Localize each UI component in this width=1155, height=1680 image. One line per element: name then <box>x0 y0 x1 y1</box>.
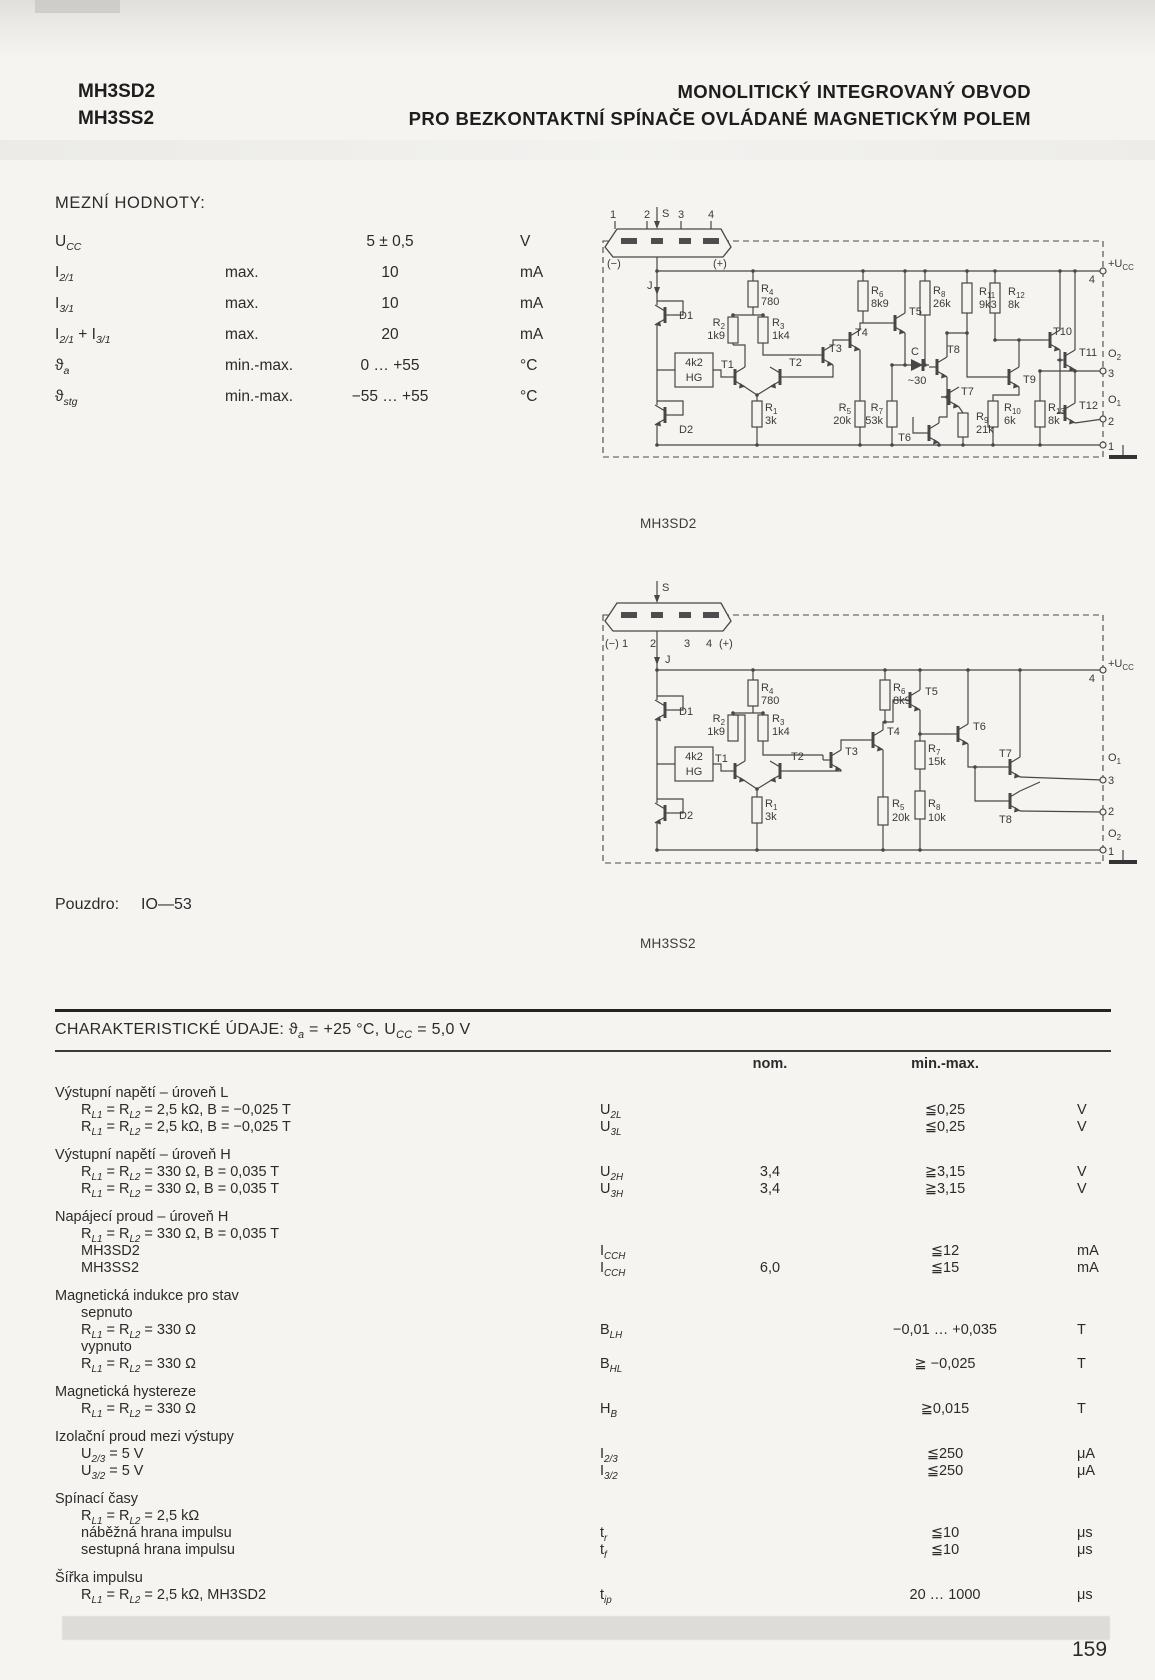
schematic-label: 53k <box>865 415 883 427</box>
schematic-label: T4 <box>887 726 900 738</box>
row-minmax: ≦250 <box>926 1463 964 1479</box>
schematic-label: $R_8$ <box>933 285 946 299</box>
title-line-1: MONOLITICKÝ INTEGROVANÝ OBVOD <box>677 81 1031 102</box>
limit-symbol: $I_{3/1}$ <box>55 295 74 316</box>
row-symbol: $I_{2/3}$ <box>600 1446 618 1465</box>
limits-table <box>55 226 600 412</box>
limit-value: 0 … +55 <box>360 357 420 374</box>
schematic-mh3ss2 <box>595 575 1143 885</box>
schematic-label: T3 <box>845 746 858 758</box>
schematic-label: HG <box>685 372 703 384</box>
row-symbol: $I_{3/2}$ <box>600 1463 618 1482</box>
column-header-nom: nom. <box>752 1056 788 1072</box>
table-row <box>55 1102 1113 1119</box>
table-row <box>55 1463 1113 1480</box>
schematic-label: $O_1$ <box>1108 394 1121 408</box>
limit-value: 20 <box>381 326 399 343</box>
characteristics-heading: CHARAKTERISTICKÉ ÚDAJE: $ϑ_a = +25$ °C, $U_{CC} = 5,0$ V <box>55 1021 471 1042</box>
schematic-label: T1 <box>721 359 734 371</box>
schematic-label: $R_3$ <box>772 317 785 331</box>
schematic-label: ~30 <box>907 375 927 387</box>
row-minmax: ≧ −0,025 <box>914 1356 976 1372</box>
row-unit: mA <box>1077 1260 1099 1276</box>
limit-unit: mA <box>520 295 544 312</box>
row-unit: μs <box>1077 1525 1093 1541</box>
schematic-label: (+) <box>719 638 733 650</box>
schematic-label: 8k <box>1048 415 1060 427</box>
schematic-label: 1 <box>1108 846 1115 858</box>
row-condition: $R_{L1} = R_{L2} = 330$ Ω <box>81 1356 196 1375</box>
char-group-heading: Izolační proud mezi výstupy <box>55 1429 234 1445</box>
schematic-mh3sd2 <box>595 205 1143 477</box>
row-symbol: $I_{CCH}$ <box>600 1260 626 1279</box>
schematic-label: $O_2$ <box>1108 348 1121 362</box>
row-minmax: −0,01 … +0,035 <box>893 1322 997 1338</box>
schematic-label: 1k9 <box>707 726 725 738</box>
limit-unit: mA <box>520 326 544 343</box>
schematic-label: 4k2 <box>685 751 703 763</box>
row-symbol: $I_{CCH}$ <box>600 1243 626 1262</box>
row-unit: mA <box>1077 1243 1099 1259</box>
row-minmax: ≧3,15 <box>924 1181 966 1197</box>
row-unit: V <box>1077 1181 1087 1197</box>
schematic-label: S <box>662 208 670 220</box>
char-group <box>55 1491 1113 1559</box>
table-row <box>55 1305 1113 1322</box>
row-unit: μs <box>1077 1542 1093 1558</box>
row-condition: $R_{L1} = R_{L2} = 2,5$ kΩ, B = −0,025 T <box>81 1102 291 1121</box>
row-condition: $R_{L1} = R_{L2} = 2,5$ kΩ, MH3SD2 <box>81 1587 267 1606</box>
characteristics-column-headers <box>55 1056 1113 1082</box>
schematic-label: S <box>662 582 670 594</box>
char-group-heading: Výstupní napětí – úroveň L <box>55 1085 229 1101</box>
limit-row <box>55 381 600 412</box>
schematic-label: T10 <box>1053 326 1072 338</box>
row-nominal: 3,4 <box>759 1164 781 1180</box>
schematic-label: 3 <box>1108 368 1115 380</box>
row-nominal: 3,4 <box>759 1181 781 1197</box>
char-group-heading: Spínací časy <box>55 1491 139 1507</box>
schematic-label: 2 <box>1108 806 1115 818</box>
row-condition: $U_{3/2} = 5$ V <box>81 1463 144 1482</box>
row-condition: $R_{L1} = R_{L2} = 330$ Ω, B = 0,035 T <box>81 1181 280 1200</box>
table-row <box>55 1401 1113 1418</box>
schematic-caption-mh3ss2: MH3SS2 <box>640 936 696 951</box>
schematic-label: $R_5$ <box>838 402 851 416</box>
schematic-label: 8k <box>1008 299 1020 311</box>
table-row <box>55 1542 1113 1559</box>
row-minmax: ≦0,25 <box>924 1102 966 1118</box>
limit-qualifier: max. <box>225 264 259 281</box>
schematic-label: T12 <box>1079 400 1098 412</box>
part-number-2: MH3SS2 <box>78 108 155 129</box>
schematic-label: HG <box>685 766 703 778</box>
schematic-label: $R_6$ <box>871 285 884 299</box>
row-condition: MH3SS2 <box>81 1260 140 1276</box>
schematic-label: $R_9$ <box>976 411 989 425</box>
schematic-caption-mh3sd2: MH3SD2 <box>640 516 697 531</box>
limit-unit: V <box>520 233 531 250</box>
schematic-label: $R_5$ <box>892 798 905 812</box>
row-minmax: ≦12 <box>930 1243 960 1259</box>
schematic-label: (−) <box>605 638 619 650</box>
limit-row <box>55 288 600 319</box>
limit-value: 10 <box>381 295 399 312</box>
schematic-label: T6 <box>898 432 911 444</box>
schematic-label: T8 <box>947 344 960 356</box>
table-row <box>55 1260 1113 1277</box>
schematic-label: D1 <box>679 310 694 322</box>
schematic-label: 3k <box>765 415 777 427</box>
limit-row <box>55 319 600 350</box>
char-table-body <box>55 1085 1113 1604</box>
row-minmax: ≧0,015 <box>920 1401 970 1417</box>
schematic-label: 8k9 <box>893 695 911 707</box>
schematic-label: $R_2$ <box>712 317 725 331</box>
row-symbol: $B_{HL}$ <box>600 1356 623 1375</box>
limit-symbol: $I_{2/1}$ <box>55 264 74 285</box>
schematic-label: T2 <box>789 357 802 369</box>
schematic-label: 780 <box>761 296 780 308</box>
limit-value: −55 … +55 <box>351 388 429 405</box>
row-condition: $R_{L1} = R_{L2} = 330$ Ω, B = 0,035 T <box>81 1164 280 1183</box>
schematic-label: 1 <box>621 638 629 650</box>
schematic-label: 4 <box>1088 673 1095 685</box>
schematic-label: 1 <box>1108 441 1115 453</box>
schematic-label: T2 <box>791 751 804 763</box>
schematic-label: 21k <box>976 424 994 436</box>
limit-qualifier: max. <box>225 295 259 312</box>
schematic-label: T7 <box>961 386 974 398</box>
limit-symbol: $I_{2/1} + I_{3/1}$ <box>55 326 111 347</box>
schematic-label: C <box>911 346 919 358</box>
schematic-label: $+U_{CC}$ <box>1108 258 1134 272</box>
characteristics-table <box>55 1056 1113 1604</box>
schematic-label: 1k9 <box>707 330 725 342</box>
row-minmax: 20 … 1000 <box>909 1587 981 1603</box>
schematic-label: D1 <box>679 706 694 718</box>
schematic-label: $R_7$ <box>928 743 941 757</box>
table-row <box>55 1356 1113 1373</box>
schematic-label: 3k <box>765 811 777 823</box>
row-symbol: $t_r$ <box>600 1525 608 1544</box>
schematic-label: 20k <box>833 415 851 427</box>
schematic-label: $R_{11}$ <box>979 286 996 300</box>
row-symbol: $U_{2L}$ <box>600 1102 622 1121</box>
schematic-label: $R_{10}$ <box>1004 402 1021 416</box>
schematic-label: 780 <box>761 695 780 707</box>
char-group-heading: Šířka impulsu <box>55 1570 143 1586</box>
row-condition: $R_{L1} = R_{L2} = 2,5$ kΩ <box>81 1508 200 1527</box>
schematic-label: J <box>647 280 653 292</box>
title-line-2: PRO BEZKONTAKTNÍ SPÍNAČE OVLÁDANÉ MAGNETICKÝM POLEM <box>408 108 1031 129</box>
package-value: IO—53 <box>141 896 192 913</box>
limit-symbol: $ϑ_a$ <box>55 357 70 378</box>
table-row <box>55 1181 1113 1198</box>
table-row <box>55 1243 1113 1260</box>
table-row <box>55 1587 1113 1604</box>
limits-heading: MEZNÍ HODNOTY: <box>55 194 206 212</box>
schematic-label: (+) <box>713 258 727 270</box>
rule-thick <box>55 1009 1111 1012</box>
limit-symbol: $ϑ_{stg}$ <box>55 388 78 409</box>
limit-row <box>55 350 600 381</box>
char-group <box>55 1384 1113 1418</box>
table-row <box>55 1446 1113 1463</box>
schematic-label: T5 <box>925 686 938 698</box>
row-symbol: $H_B$ <box>600 1401 618 1420</box>
row-condition: sepnuto <box>81 1305 133 1321</box>
schematic-label: 2 <box>643 209 651 221</box>
package-label: Pouzdro: <box>55 896 120 913</box>
schematic-label: 9k3 <box>979 299 997 311</box>
char-group-heading: Napájecí proud – úroveň H <box>55 1209 229 1225</box>
row-unit: V <box>1077 1164 1087 1180</box>
row-symbol: $t_f$ <box>600 1542 607 1561</box>
row-symbol: $B_{LH}$ <box>600 1322 623 1341</box>
schematic-label: $R_8$ <box>928 798 941 812</box>
table-row <box>55 1339 1113 1356</box>
table-row <box>55 1322 1113 1339</box>
schematic-label: D2 <box>679 810 694 822</box>
table-row <box>55 1119 1113 1136</box>
char-group <box>55 1288 1113 1373</box>
limit-qualifier: max. <box>225 326 259 343</box>
rule-thin <box>55 1050 1111 1052</box>
table-row <box>55 1226 1113 1243</box>
schematic-label: 4 <box>1088 274 1095 286</box>
row-unit: V <box>1077 1119 1087 1135</box>
schematic-label: 26k <box>933 298 951 310</box>
schematic-label: 4 <box>707 209 715 221</box>
row-condition: $R_{L1} = R_{L2} = 2,5$ kΩ, B = −0,025 T <box>81 1119 291 1138</box>
schematic-label: T8 <box>999 814 1012 826</box>
limit-value: 5 ± 0,5 <box>366 233 414 250</box>
schematic-label: T3 <box>829 343 842 355</box>
row-symbol: $t_{ip}$ <box>600 1587 612 1606</box>
limit-unit: °C <box>520 388 538 405</box>
junction-dots <box>655 668 1022 852</box>
char-group-heading: Magnetická indukce pro stav <box>55 1288 239 1304</box>
limit-unit: °C <box>520 357 538 374</box>
schematic-label: 6k <box>1004 415 1016 427</box>
schematic-label: 3 <box>683 638 691 650</box>
schematic-label: 1 <box>609 209 617 221</box>
limit-row <box>55 226 600 257</box>
schematic-label: $R_{12}$ <box>1008 286 1025 300</box>
schematic-label: $R_6$ <box>893 682 906 696</box>
char-group <box>55 1429 1113 1480</box>
schematic-label: 20k <box>892 812 910 824</box>
row-minmax: ≦10 <box>930 1542 960 1558</box>
part-numbers <box>78 78 155 132</box>
limit-qualifier: min.-max. <box>225 357 294 374</box>
schematic-label: T1 <box>715 753 728 765</box>
row-symbol: $U_{2H}$ <box>600 1164 624 1183</box>
schematic-label: 1k4 <box>772 330 790 342</box>
schematic-label: T9 <box>1023 374 1036 386</box>
schematic-label: (−) <box>607 258 621 270</box>
row-symbol: $U_{3L}$ <box>600 1119 622 1138</box>
row-minmax: ≧3,15 <box>924 1164 966 1180</box>
schematic-label: T4 <box>855 327 868 339</box>
row-unit: V <box>1077 1102 1087 1118</box>
schematic-label: 15k <box>928 756 946 768</box>
scan-artifact-top <box>0 0 1155 58</box>
schematic-label: D2 <box>679 424 694 436</box>
row-condition: náběžná hrana impulsu <box>81 1525 232 1541</box>
limit-qualifier: min.-max. <box>225 388 294 405</box>
page-number: 159 <box>1072 1638 1108 1661</box>
schematic-label: T7 <box>999 748 1012 760</box>
schematic-label: $+U_{CC}$ <box>1108 658 1134 672</box>
column-header-minmax: min.-max. <box>911 1056 979 1072</box>
scan-artifact-smudge <box>35 0 120 13</box>
char-group <box>55 1085 1113 1136</box>
row-unit: T <box>1077 1322 1086 1338</box>
schematic-label: $R_{13}$ <box>1048 402 1065 416</box>
schematic-label: 3 <box>1108 775 1115 787</box>
package-line <box>55 896 192 914</box>
table-row <box>55 1164 1113 1181</box>
table-row <box>55 1525 1113 1542</box>
row-unit: μs <box>1077 1587 1093 1603</box>
row-condition: $R_{L1} = R_{L2} = 330$ Ω <box>81 1401 196 1420</box>
schematic-label: 4k2 <box>685 357 703 369</box>
schematic-label: 8k9 <box>871 298 889 310</box>
row-unit: μA <box>1077 1446 1096 1462</box>
limit-value: 10 <box>381 264 399 281</box>
row-condition: MH3SD2 <box>81 1243 140 1259</box>
schematic-label: $R_1$ <box>765 798 778 812</box>
schematic-label: 2 <box>649 638 657 650</box>
part-number-1: MH3SD2 <box>78 81 156 102</box>
row-minmax: ≦250 <box>926 1446 964 1462</box>
scan-artifact-streak <box>0 140 1155 160</box>
page-title <box>261 78 1031 132</box>
char-group-heading: Magnetická hystereze <box>55 1384 197 1400</box>
row-unit: T <box>1077 1356 1086 1372</box>
scan-artifact-bottom <box>62 1616 1110 1640</box>
limit-symbol: $U_{CC}$ <box>55 233 82 254</box>
row-condition: $R_{L1} = R_{L2} = 330$ Ω <box>81 1322 196 1341</box>
schematic-label: 1k4 <box>772 726 790 738</box>
row-symbol: $U_{3H}$ <box>600 1181 624 1200</box>
row-condition: vypnuto <box>81 1339 132 1355</box>
schematic-label: $O_2$ <box>1108 828 1121 842</box>
schematic-label: $R_4$ <box>761 283 774 297</box>
schematic-label: $R_4$ <box>761 682 774 696</box>
schematic-label: T6 <box>973 721 986 733</box>
schematic-label: 4 <box>705 638 713 650</box>
char-group-heading: Výstupní napětí – úroveň H <box>55 1147 231 1163</box>
row-unit: μA <box>1077 1463 1096 1479</box>
row-condition: $U_{2/3} = 5$ V <box>81 1446 144 1465</box>
schematic-label: $R_1$ <box>765 402 778 416</box>
schematic-label: T11 <box>1079 347 1098 359</box>
schematic-label: $O_1$ <box>1108 752 1121 766</box>
char-group <box>55 1570 1113 1604</box>
row-condition: sestupná hrana impulsu <box>81 1542 235 1558</box>
row-minmax: ≦0,25 <box>924 1119 966 1135</box>
row-unit: T <box>1077 1401 1086 1417</box>
row-minmax: ≦10 <box>930 1525 960 1541</box>
char-group <box>55 1209 1113 1277</box>
schematic-label: $R_2$ <box>712 713 725 727</box>
schematic-label: 3 <box>677 209 685 221</box>
schematic-label: $R_7$ <box>870 402 883 416</box>
limit-unit: mA <box>520 264 544 281</box>
row-minmax: ≦15 <box>930 1260 960 1276</box>
schematic-label: 10k <box>928 812 946 824</box>
row-nominal: 6,0 <box>759 1260 781 1276</box>
schematic-label: T5 <box>909 306 922 318</box>
char-group <box>55 1147 1113 1198</box>
limit-row <box>55 257 600 288</box>
schematic-label: 2 <box>1108 416 1115 428</box>
schematic-label: J <box>665 654 671 666</box>
schematic-label: $R_3$ <box>772 713 785 727</box>
row-condition: $R_{L1} = R_{L2} = 330$ Ω, B = 0,035 T <box>81 1226 280 1245</box>
table-row <box>55 1508 1113 1525</box>
